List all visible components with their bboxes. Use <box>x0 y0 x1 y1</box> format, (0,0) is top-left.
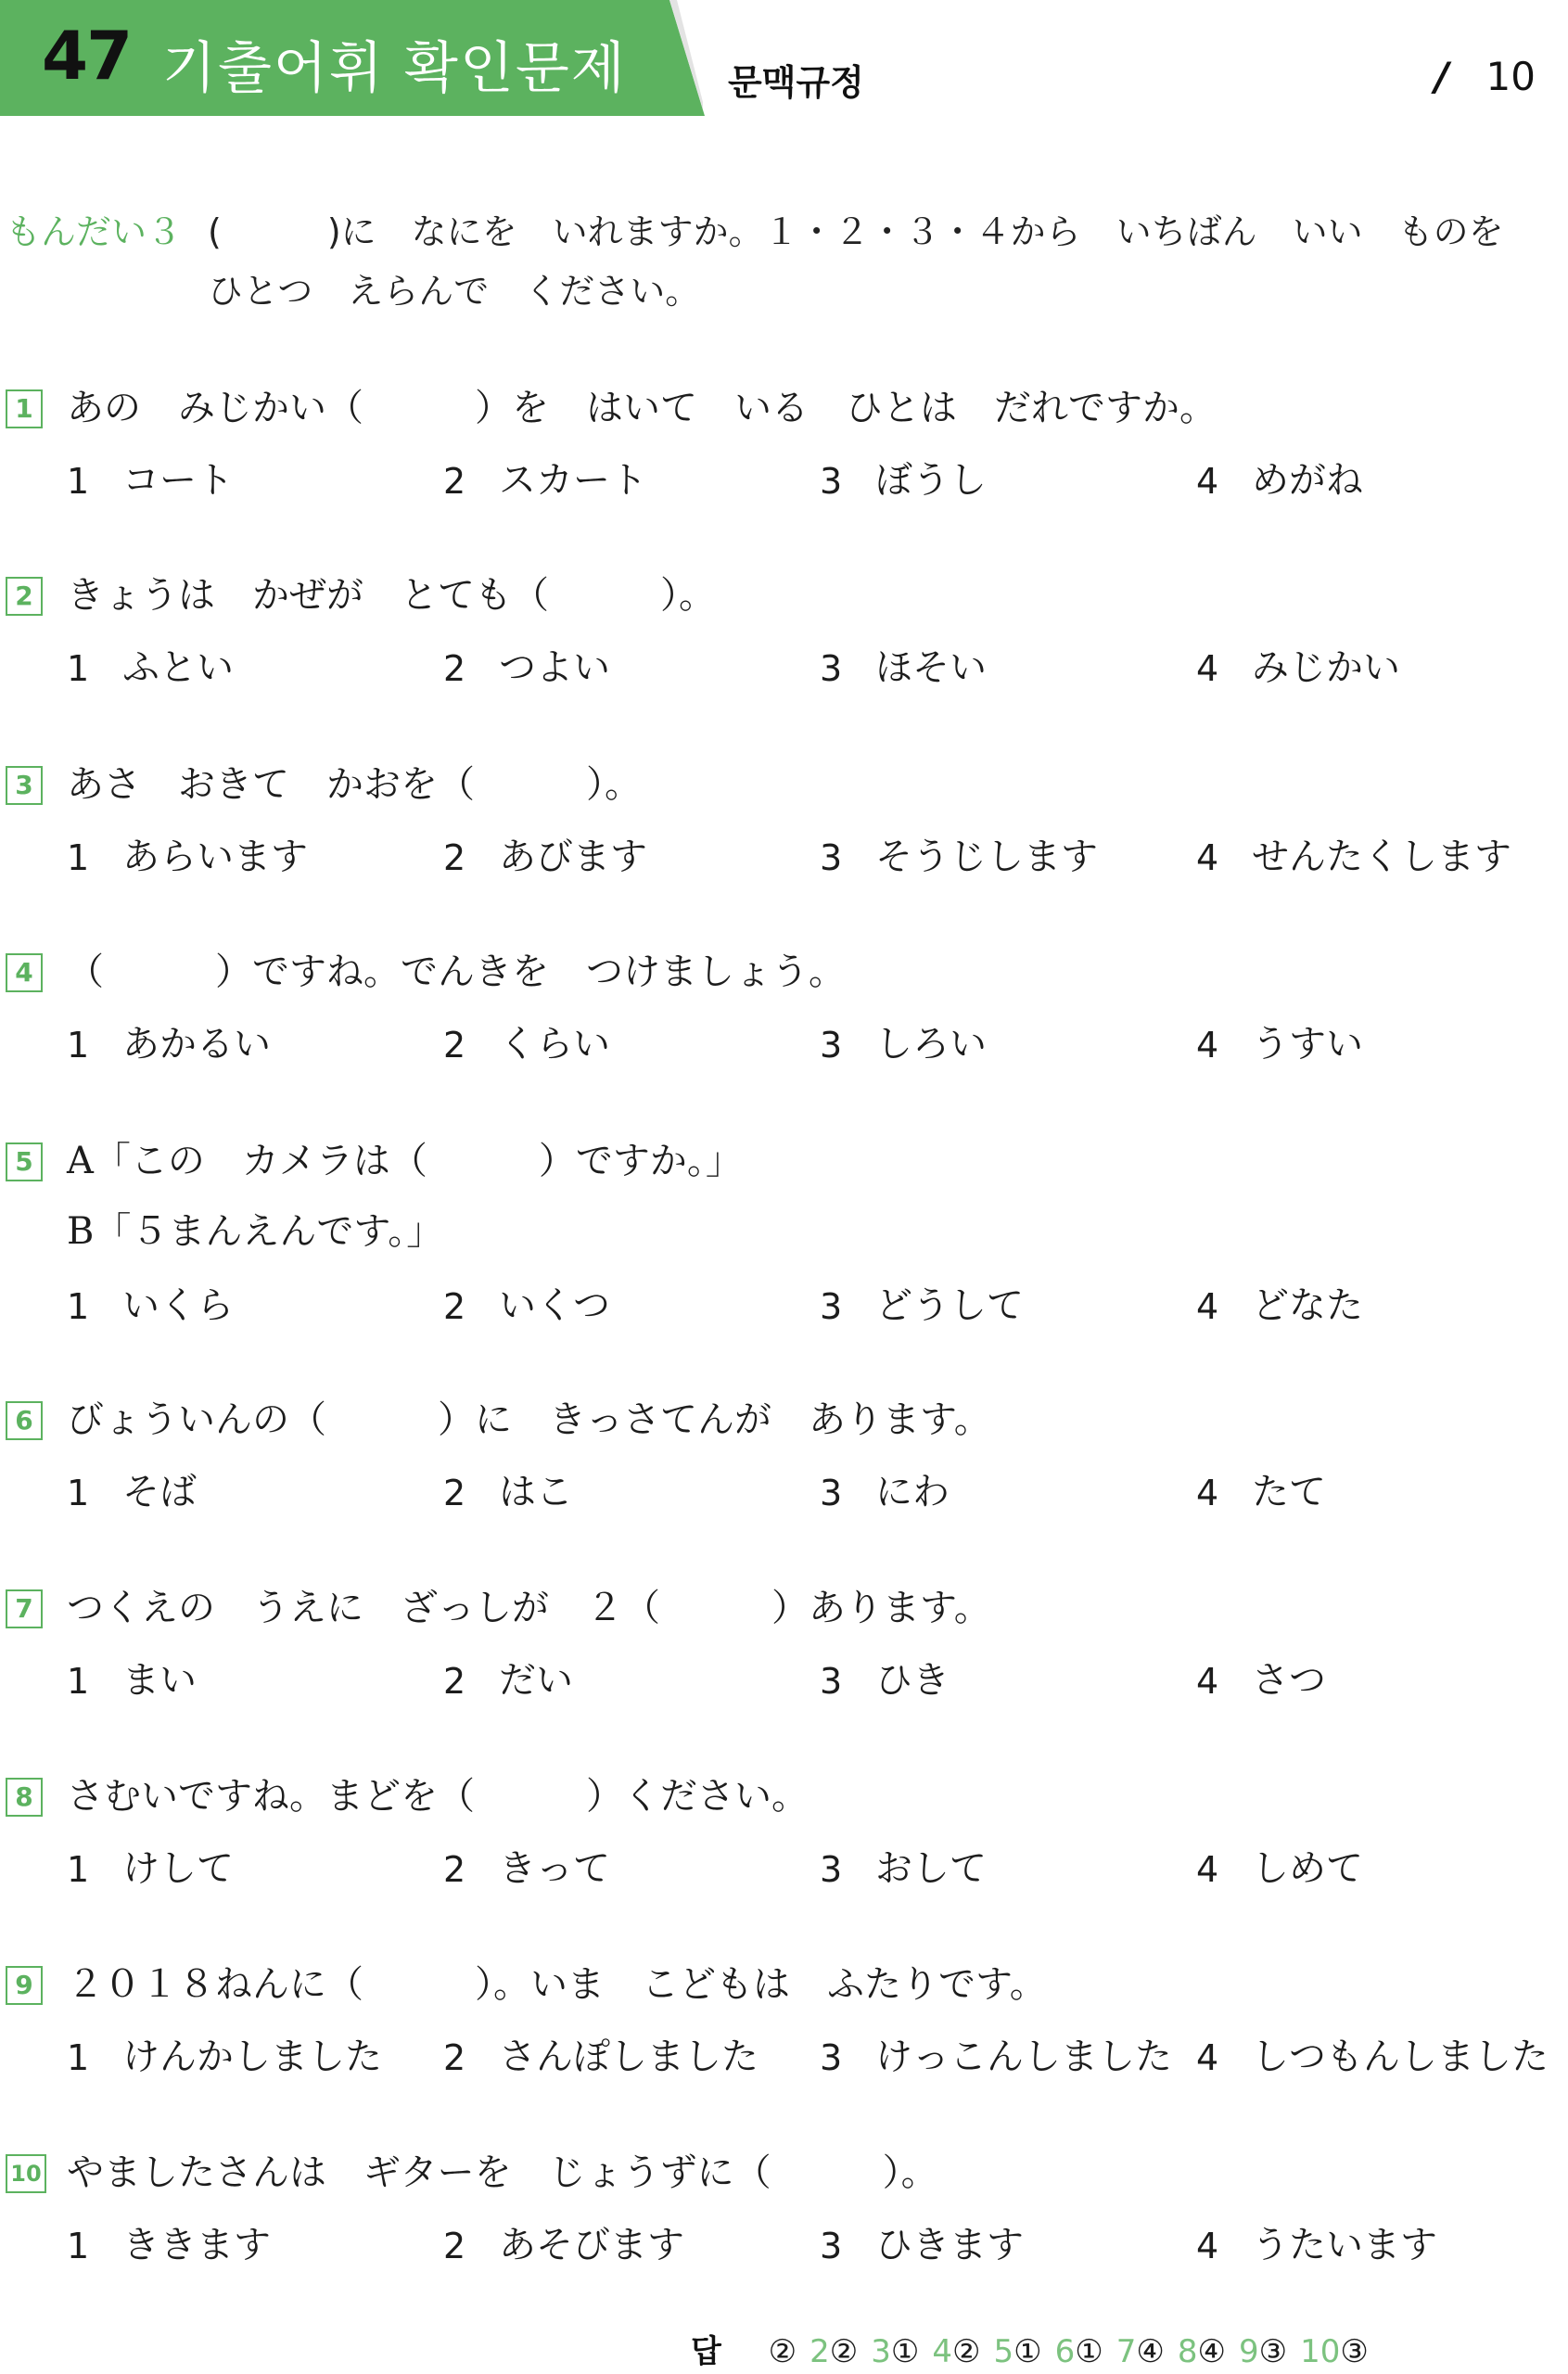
option-choice[interactable]: あびます <box>499 836 647 878</box>
answer-key-item <box>769 2333 797 2370</box>
answer-key <box>691 2326 1382 2371</box>
option-choice[interactable]: にわ <box>875 1471 950 1513</box>
option-choice[interactable]: けんかしました <box>122 2036 382 2078</box>
option-choice[interactable]: しめて <box>1252 1847 1363 1890</box>
answer-question-number: 2 <box>809 2333 830 2370</box>
question-text: きょうは かぜが とても（ ）。 <box>67 574 716 617</box>
answer-choice: ③ <box>1258 2333 1288 2370</box>
option-number: 2 <box>443 648 466 689</box>
question-text: ２０１８ねんに（ ）。いま こどもは ふたりです。 <box>67 1963 1047 2006</box>
option-number: 2 <box>443 1473 466 1513</box>
option-choice[interactable]: いくら <box>122 1284 234 1327</box>
option-choice[interactable]: きって <box>499 1847 610 1890</box>
option-number: 1 <box>67 837 90 878</box>
answer-question-number: 9 <box>1239 2333 1259 2370</box>
option-row <box>0 1654 1568 1706</box>
page-header <box>0 0 1568 121</box>
option-row <box>0 1843 1568 1895</box>
unit-number: 47 <box>42 17 132 95</box>
option-number: 4 <box>1196 2037 1219 2078</box>
option-choice[interactable]: めがね <box>1252 459 1363 502</box>
answer-key-item <box>932 2333 980 2370</box>
option-choice[interactable]: いくつ <box>499 1284 610 1327</box>
option-number: 3 <box>820 837 843 878</box>
question-number: 7 <box>6 1589 43 1628</box>
instructions-line-2: ひとつ えらんで ください。 <box>208 271 701 312</box>
option-number: 2 <box>443 1661 466 1702</box>
option-choice[interactable]: ほそい <box>875 646 987 689</box>
option-number: 3 <box>820 1473 843 1513</box>
unit-title: 기출어휘 확인문제 <box>162 36 627 101</box>
question-number: 5 <box>6 1142 43 1181</box>
answer-question-number: 10 <box>1300 2333 1341 2370</box>
section-title: 문맥규정 <box>728 62 864 103</box>
answer-choice: ④ <box>1136 2333 1165 2370</box>
score-box <box>1434 54 1536 99</box>
option-row <box>0 2031 1568 2083</box>
question-text: A「この カメラは（ ）ですか。」 <box>67 1140 743 1182</box>
answer-key-item <box>1178 2333 1226 2370</box>
option-number: 4 <box>1196 1661 1219 1702</box>
answer-question-number: 6 <box>1054 2333 1076 2370</box>
option-number: 2 <box>443 2037 466 2078</box>
answer-choice: ③ <box>1340 2333 1369 2370</box>
option-choice[interactable]: うたいます <box>1252 2224 1437 2266</box>
option-number: 1 <box>67 1286 90 1327</box>
option-number: 2 <box>443 1849 466 1890</box>
question-text: あの みじかい（ ）を はいて いる ひとは だれですか。 <box>67 387 1217 429</box>
option-number: 4 <box>1196 837 1219 878</box>
option-choice[interactable]: ぼうし <box>875 459 987 502</box>
option-number: 1 <box>67 1849 90 1890</box>
option-row <box>0 2219 1568 2271</box>
option-number: 3 <box>820 1286 843 1327</box>
question-number: 1 <box>6 389 43 428</box>
option-number: 4 <box>1196 648 1219 689</box>
option-number: 4 <box>1196 1286 1219 1327</box>
option-number: 3 <box>820 461 843 502</box>
answer-key-items <box>769 2333 1382 2370</box>
answer-key-item <box>994 2333 1042 2370</box>
question-text: びょういんの（ ）に きっさてんが あります。 <box>67 1398 991 1441</box>
question-number: 2 <box>6 577 43 616</box>
option-row <box>0 1466 1568 1518</box>
option-choice[interactable]: あかるい <box>122 1023 271 1066</box>
option-choice[interactable]: だい <box>499 1659 573 1702</box>
question-number: 6 <box>6 1401 43 1440</box>
option-choice[interactable]: ききます <box>122 2224 271 2266</box>
option-number: 1 <box>67 1473 90 1513</box>
option-choice[interactable]: どなた <box>1252 1284 1363 1327</box>
option-choice[interactable]: どうして <box>875 1284 1024 1327</box>
option-row <box>0 831 1568 883</box>
question-text: あさ おきて かおを（ ）。 <box>67 763 642 806</box>
question-number: 3 <box>6 766 43 805</box>
option-choice[interactable]: うすい <box>1252 1023 1363 1066</box>
option-row <box>0 1280 1568 1332</box>
option-choice[interactable]: そうじします <box>875 836 1098 878</box>
option-choice[interactable]: しろい <box>875 1023 987 1066</box>
question-text: さむいですね。まどを（ ）ください。 <box>67 1775 809 1818</box>
option-row <box>0 1018 1568 1070</box>
option-number: 1 <box>67 2226 90 2266</box>
option-row <box>0 642 1568 694</box>
question-text-line-2: B「５まんえんです。」 <box>67 1210 444 1253</box>
answer-key-item <box>809 2333 858 2370</box>
option-number: 4 <box>1196 2226 1219 2266</box>
option-number: 2 <box>443 837 466 878</box>
score-total: 10 <box>1485 54 1536 99</box>
option-number: 2 <box>443 2226 466 2266</box>
question-number: 4 <box>6 953 43 992</box>
option-choice[interactable]: そば <box>122 1471 197 1513</box>
question-number: 9 <box>6 1966 43 2005</box>
option-choice[interactable]: くらい <box>499 1023 610 1066</box>
answer-key-item <box>1116 2333 1165 2370</box>
option-number: 4 <box>1196 1025 1219 1066</box>
answer-key-item <box>1300 2333 1369 2370</box>
option-choice[interactable]: ふとい <box>122 646 234 689</box>
option-number: 4 <box>1196 1473 1219 1513</box>
answer-key-item <box>1239 2333 1287 2370</box>
option-choice[interactable]: あそびます <box>499 2224 684 2266</box>
answer-choice: ② <box>768 2333 797 2370</box>
answer-choice: ② <box>952 2333 981 2370</box>
question-text: つくえの うえに ざっしが ２（ ）あります。 <box>67 1587 991 1629</box>
option-row <box>0 454 1568 506</box>
answer-question-number: 7 <box>1115 2333 1137 2370</box>
option-choice[interactable]: ひき <box>875 1659 950 1702</box>
option-number: 2 <box>443 1025 466 1066</box>
option-choice[interactable]: みじかい <box>1252 646 1400 689</box>
answer-choice: ① <box>1075 2333 1103 2370</box>
instructions-text <box>208 202 1568 321</box>
option-choice[interactable]: たて <box>1252 1471 1326 1513</box>
option-choice[interactable]: さんぽしました <box>499 2036 759 2078</box>
answer-choice: ② <box>829 2333 859 2370</box>
question-number: 10 <box>6 2154 46 2193</box>
question-number: 8 <box>6 1778 43 1817</box>
option-number: 1 <box>67 1025 90 1066</box>
option-number: 3 <box>820 1849 843 1890</box>
option-choice[interactable]: けして <box>122 1847 234 1890</box>
option-number: 3 <box>820 648 843 689</box>
score-slash: / <box>1434 54 1449 99</box>
option-choice[interactable]: はこ <box>499 1471 573 1513</box>
option-number: 3 <box>820 1661 843 1702</box>
answer-question-number: 8 <box>1177 2333 1198 2370</box>
option-number: 1 <box>67 1661 90 1702</box>
answer-key-item <box>871 2333 919 2370</box>
option-number: 1 <box>67 461 90 502</box>
answer-choice: ① <box>890 2333 920 2370</box>
option-number: 2 <box>443 1286 466 1327</box>
option-number: 2 <box>443 461 466 502</box>
option-choice[interactable]: まい <box>122 1659 197 1702</box>
option-choice[interactable]: ひきます <box>875 2224 1024 2266</box>
answer-key-item <box>1055 2333 1103 2370</box>
option-number: 3 <box>820 2037 843 2078</box>
option-choice[interactable]: けっこんしました <box>875 2036 1172 2078</box>
option-number: 1 <box>67 2037 90 2078</box>
option-choice[interactable]: つよい <box>499 646 610 689</box>
option-number: 4 <box>1196 461 1219 502</box>
instructions-label: もんだい３ <box>6 211 183 252</box>
instructions-line-1: ( )に なにを いれますか。１・２・３・４から いちばん いい ものを <box>208 211 1504 252</box>
option-choice[interactable]: あらいます <box>122 836 308 878</box>
option-choice[interactable]: しつもんしました <box>1252 2036 1549 2078</box>
option-choice[interactable]: せんたくします <box>1252 836 1511 878</box>
answer-question-number: 4 <box>932 2333 953 2370</box>
answer-question-number: 3 <box>871 2333 891 2370</box>
option-choice[interactable]: スカート <box>499 459 647 502</box>
option-number: 4 <box>1196 1849 1219 1890</box>
question-text: やましたさんは ギターを じょうずに（ ）。 <box>67 2151 938 2194</box>
option-choice[interactable]: さつ <box>1252 1659 1326 1702</box>
option-number: 3 <box>820 2226 843 2266</box>
option-choice[interactable]: コート <box>122 459 234 502</box>
option-number: 1 <box>67 648 90 689</box>
answer-choice: ④ <box>1197 2333 1227 2370</box>
answer-choice: ① <box>1013 2333 1042 2370</box>
answer-question-number: 5 <box>993 2333 1014 2370</box>
answer-key-label: 답 <box>691 2333 721 2370</box>
option-number: 3 <box>820 1025 843 1066</box>
question-text: （ ）ですね。でんきを つけましょう。 <box>67 951 846 993</box>
option-choice[interactable]: おして <box>875 1847 987 1890</box>
